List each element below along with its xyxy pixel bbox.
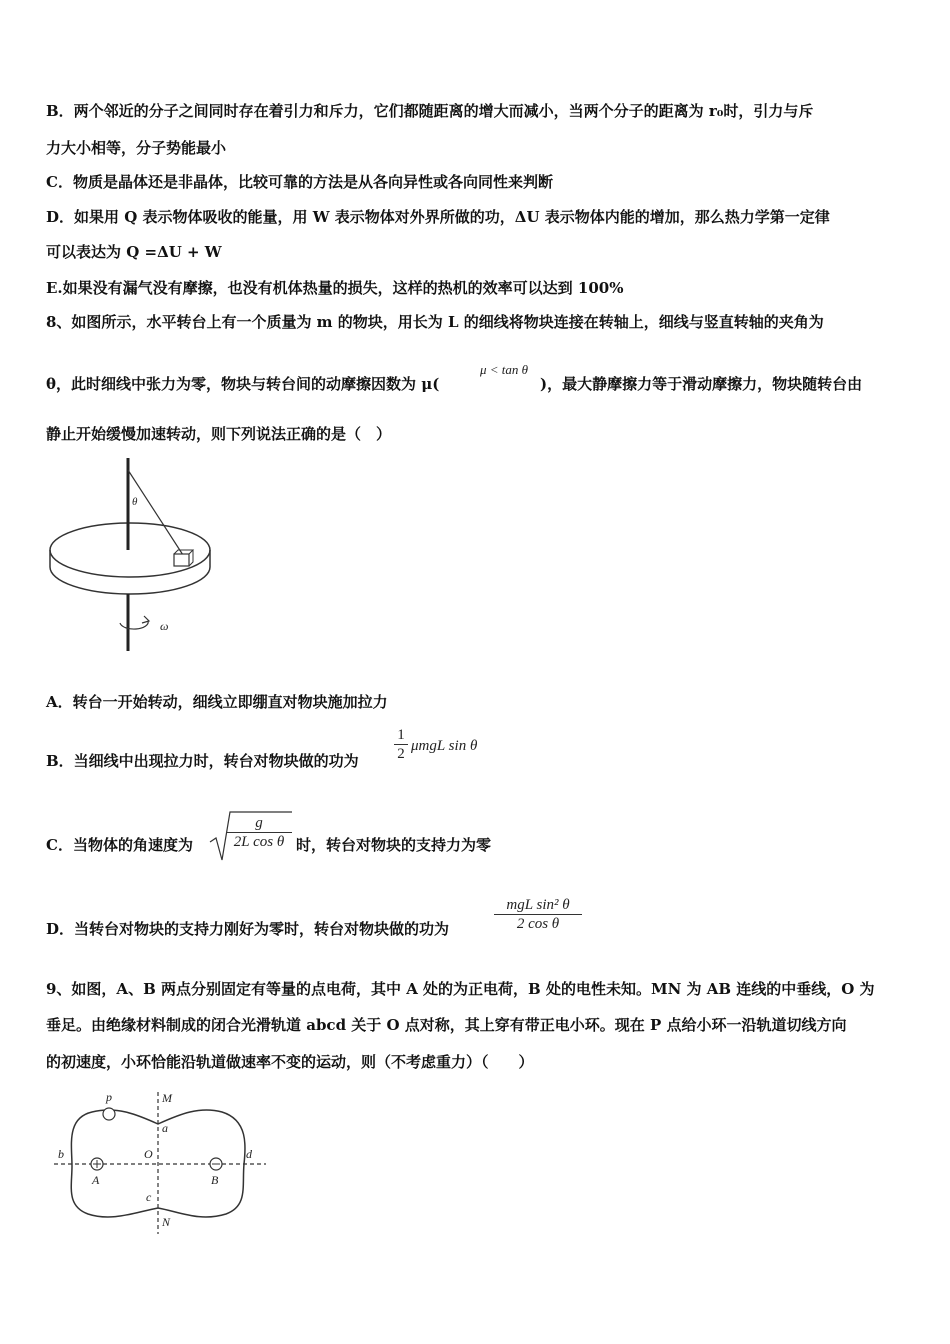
q9-stem-line2: 垂足。由绝缘材料制成的闭合光滑轨道 abcd 关于 O 点对称，其上穿有带正电小环。现在 P 点给小环一沿轨道切线方向 [46, 1016, 847, 1034]
q7-option-c: C．物质是晶体还是非晶体，比较可靠的方法是从各向异性或各向同性来判断 [46, 173, 553, 191]
q7-option-d-line1: D．如果用 Q 表示物体吸收的能量，用 W 表示物体对外界所做的功，ΔU 表示物体内能的增加，那么热力学第一定律 [46, 208, 830, 226]
label-m: M [162, 1091, 172, 1105]
q7-option-b-line2: 力大小相等，分子势能最小 [46, 139, 227, 157]
string [128, 470, 183, 555]
q8-stem-line2-b: )，最大静摩擦力等于滑动摩擦力，物块随转台由 [540, 375, 863, 393]
q8-option-d-text: D．当转台对物块的支持力刚好为零时，转台对物块做的功为 [46, 920, 450, 938]
q8-option-c-den: 2L cos θ [226, 832, 292, 851]
label-a: a [162, 1121, 168, 1135]
q8-option-d-den: 2 cos θ [494, 914, 582, 933]
q8-mu-condition: μ < tan θ [480, 362, 529, 377]
label-charge-b: B [211, 1173, 219, 1187]
q7-option-d-line2: 可以表达为 Q =ΔU + W [46, 243, 222, 261]
label-n: N [162, 1215, 171, 1229]
label-c: c [146, 1190, 152, 1204]
q8-stem-line1: 8、如图所示，水平转台上有一个质量为 m 的物块，用长为 L 的细线将物块连接在转轴上，细线与竖直转轴的夹角为 [46, 313, 824, 331]
q8-option-c-tail: 时，转台对物块的支持力为零 [296, 836, 492, 854]
q8-option-a: A．转台一开始转动，细线立即绷直对物块施加拉力 [46, 693, 388, 711]
block [174, 554, 189, 566]
q8-option-c-num: g [255, 815, 263, 831]
theta-label: θ [132, 496, 138, 508]
q9-stem-line3: 的初速度，小环恰能沿轨道做速率不变的运动，则（不考虑重力）（ ） [46, 1053, 534, 1071]
q8-stem-line2-a: θ，此时细线中张力为零，物块与转台间的动摩擦因数为 μ( [46, 375, 440, 393]
q8-option-c-text: C．当物体的角速度为 [46, 836, 193, 854]
q8-option-b-num: 1 [397, 727, 405, 743]
q8-option-b-expr: μmgL sin θ [411, 738, 478, 754]
q7-option-b-line1: B．两个邻近的分子之间同时存在着引力和斥力，它们都随距离的增大而减小，当两个分子的距离为 r₀时，引力与斥 [46, 102, 814, 120]
label-o: O [144, 1147, 153, 1161]
track-figure [50, 1088, 280, 1236]
label-charge-a: A [92, 1173, 100, 1187]
label-p: p [106, 1090, 112, 1104]
q9-stem-line1: 9、如图，A、B 两点分别固定有等量的点电荷，其中 A 处的为正电荷，B 处的电性未知。MN 为 AB 连线的中垂线，O 为 [46, 980, 875, 998]
label-d: d [246, 1147, 252, 1161]
q8-option-d-num: mgL sin² θ [506, 897, 570, 913]
q8-option-b-den: 2 [394, 744, 408, 763]
ring-p [103, 1108, 115, 1120]
turntable-figure [40, 455, 240, 655]
q8-stem-line3: 静止开始缓慢加速转动，则下列说法正确的是（ ） [46, 425, 392, 443]
omega-label: ω [160, 619, 169, 633]
q7-option-e: E.如果没有漏气没有摩擦，也没有机体热量的损失，这样的热机的效率可以达到 100% [46, 279, 624, 297]
q8-option-b-text: B．当细线中出现拉力时，转台对物块做的功为 [46, 752, 359, 770]
label-b-point: b [58, 1147, 64, 1161]
